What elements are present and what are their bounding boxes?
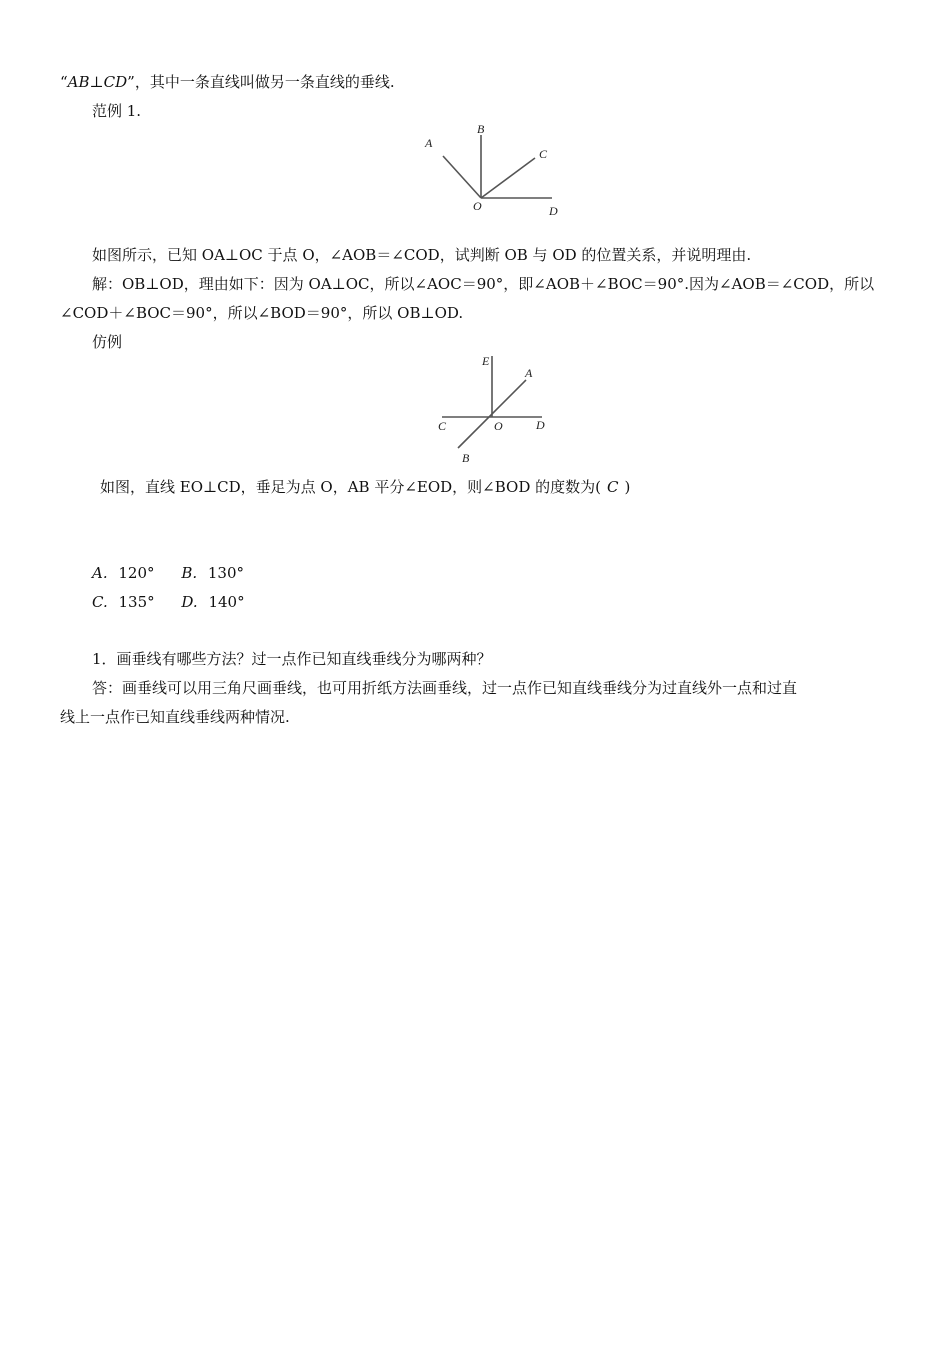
option-b-value: 130° [207,564,245,582]
example1-figure [415,118,575,220]
qa-answer-line1: 答：画垂线可以用三角尺画垂线，也可用折纸方法画垂线，过一点作已知直线垂线分为过直线外一点和过直 [92,679,798,697]
example1-question: 如图所示，已知 OA⊥OC 于点 O，∠AOB＝∠COD，试判断 OB 与 OD 的位置关系，并说明理由. [92,246,752,264]
open-quote: “ [60,73,68,91]
intro-line [60,72,395,92]
practice-answer: C [606,478,619,496]
qa-answer-line2: 线上一点作已知直线垂线两种情况. [60,708,290,726]
options-row-2 [92,592,245,612]
option-c-label: C. [92,593,108,611]
label-a: A [525,366,533,380]
label-e: E [482,354,490,368]
close-quote: ” [127,73,135,91]
option-b-label: B. [181,564,198,582]
option-c-value: 135° [118,593,155,611]
example1-heading: 范例 1. [92,102,142,120]
label-c: C [539,147,548,161]
intro-text: ，其中一条直线叫做另一条直线的垂线. [134,73,395,91]
practice-heading: 仿例 [92,333,123,351]
option-d-label: D. [181,593,198,611]
label-b: B [477,122,485,136]
ray-oa [443,156,481,198]
label-d: D [549,204,558,218]
practice-question [100,477,630,497]
option-a-label: A. [92,564,108,582]
label-o: O [494,419,503,433]
qa-question: 1．画垂线有哪些方法？过一点作已知直线垂线分为哪两种？ [92,650,492,668]
label-c: C [438,419,447,433]
perpendicular-expression: AB⊥CD [67,73,128,91]
example1-diagram [415,118,575,220]
ray-oc [481,158,535,198]
practice-figure [430,348,560,466]
example1-solution-line1: 解：OB⊥OD，理由如下：因为 OA⊥OC，所以∠AOC＝90°，即∠AOB＋∠BOC＝90°.因为∠AOB＝∠COD，所以 [92,275,875,293]
label-d: D [536,418,545,432]
label-b: B [462,451,470,465]
option-a-value: 120° [118,564,155,582]
practice-question-prefix: 如图，直线 EO⊥CD，垂足为点 O，AB 平分∠EOD，则∠BOD 的度数为( [100,478,601,496]
label-o: O [473,199,482,213]
options-row-1 [92,563,244,583]
practice-question-suffix: ) [624,478,631,496]
example1-solution-line2: ∠COD＋∠BOC＝90°，所以∠BOD＝90°，所以 OB⊥OD. [60,304,464,322]
practice-diagram [430,348,560,466]
label-a: A [425,136,433,150]
option-d-value: 140° [208,593,245,611]
